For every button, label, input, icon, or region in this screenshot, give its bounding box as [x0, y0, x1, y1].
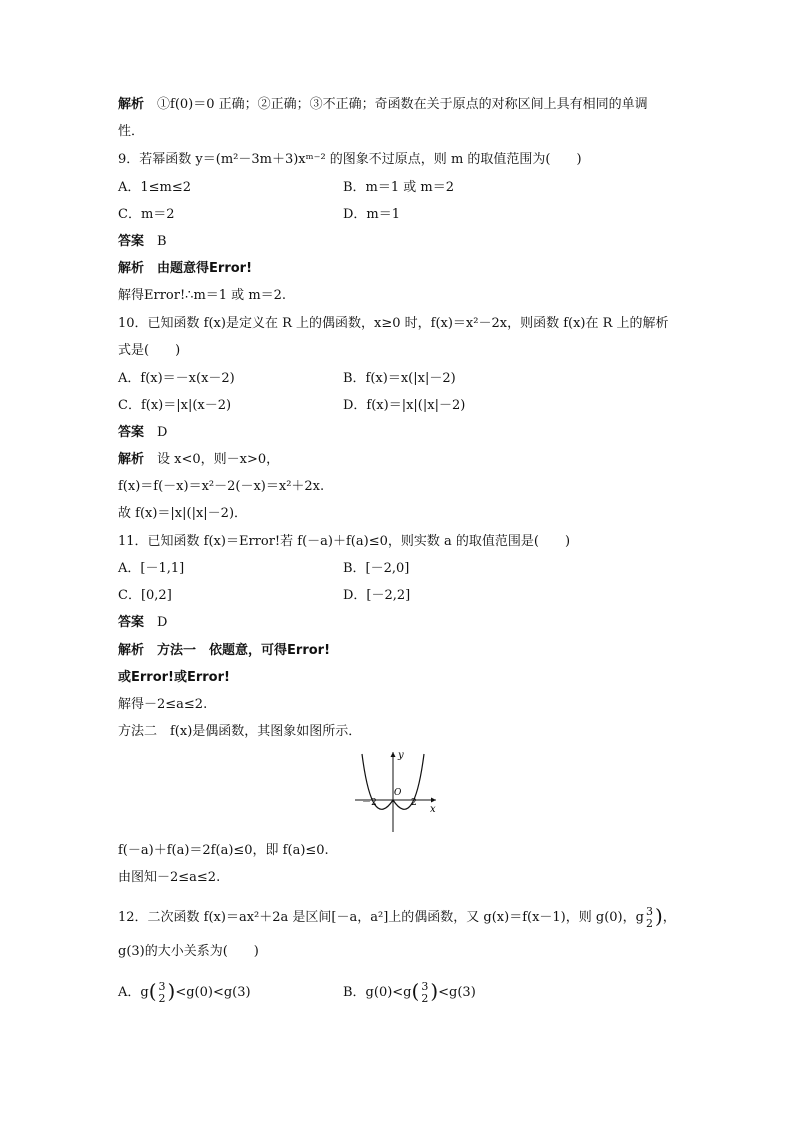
q10-option-b: B．f(x)＝x(|x|－2): [343, 371, 456, 386]
option-b-suffix: <g(3): [438, 985, 476, 1000]
q10-stem: 10．已知函数 f(x)是定义在 R 上的偶函数，x≥0 时，f(x)＝x²－2x，则函数 f(x)在 R 上的解析: [118, 316, 669, 331]
q12-stem-a: 12．二次函数 f(x)＝ax²＋2a 是区间[－a，a²]上的偶函数，又 g(x)＝f(x－1)，则 g(0)，g: [118, 910, 644, 925]
origin-label: O: [394, 788, 402, 798]
y-axis-label: y: [398, 750, 404, 761]
q12-option-a: [118, 980, 251, 1005]
analysis-label: 解析: [118, 261, 145, 276]
q12-stem-cont: g(3)的大小关系为( ): [118, 944, 259, 959]
answer-value: D: [157, 615, 168, 630]
q11-answer: [118, 614, 167, 632]
q9-option-d: D．m＝1: [343, 207, 401, 222]
fraction: [646, 906, 653, 930]
q9-answer: [118, 233, 167, 251]
answer-value: B: [157, 234, 167, 249]
right-paren: ): [167, 979, 176, 1003]
q11-option-d: D．[－2,2]: [343, 588, 411, 603]
right-tick-label: 2: [411, 798, 417, 808]
answer-value: D: [157, 425, 168, 440]
x-axis-arrow: [431, 798, 436, 803]
method1-text: 方法一 依题意，可得Error!: [157, 643, 331, 658]
x-axis-label: x: [430, 804, 436, 815]
option-a-prefix: A．g: [118, 985, 149, 1000]
frac-denominator: 2: [158, 991, 166, 1005]
q8-analysis-line: [118, 96, 648, 114]
q9-analysis: [118, 260, 252, 278]
q11-option-a: A．[－1,1]: [118, 561, 185, 576]
y-axis-arrow: [391, 752, 396, 757]
right-paren: ): [430, 979, 439, 1003]
frac-numerator: 3: [158, 979, 166, 993]
left-paren: (: [148, 979, 157, 1003]
q11-option-c: C．[0,2]: [118, 588, 172, 603]
fraction: [421, 981, 428, 1005]
frac-denominator: 2: [645, 916, 653, 930]
right-paren: ): [654, 904, 663, 928]
left-tick-label: －2: [362, 798, 377, 808]
analysis-label: 解析: [118, 452, 145, 467]
q12-stem-b: ，: [662, 910, 676, 925]
q10-option-c: C．f(x)＝|x|(x－2): [118, 398, 232, 413]
q9-option-a: A．1≤m≤2: [118, 180, 192, 195]
q9-option-c: C．m＝2: [118, 207, 175, 222]
option-a-suffix: <g(0)<g(3): [175, 985, 251, 1000]
option-b-prefix: B．g(0)<g: [343, 985, 412, 1000]
q9-stem: 9．若幂函数 y＝(m²－3m＋3)xᵐ⁻² 的图象不过原点，则 m 的取值范围为( ): [118, 152, 582, 167]
q10-option-a: A．f(x)＝－x(x－2): [118, 371, 235, 386]
q11-solve: 解得－2≤a≤2.: [118, 697, 208, 712]
q11-method2: 方法二 f(x)是偶函数，其图象如图所示．: [118, 724, 362, 739]
q11-stem: 11．已知函数 f(x)＝Error!若 f(－a)＋f(a)≤0，则实数 a 的取值范围是( ): [118, 534, 571, 549]
answer-label: 答案: [118, 425, 145, 440]
q12-option-b: [343, 980, 476, 1005]
q12-stem: [118, 905, 676, 930]
q10-answer: [118, 424, 167, 442]
q11-or-line: 或Error!或Error!: [118, 670, 230, 685]
even-function-graph: [350, 748, 440, 834]
analysis-label: 解析: [118, 643, 145, 658]
analysis-text: 由题意得Error!: [157, 261, 253, 276]
answer-label: 答案: [118, 615, 145, 630]
analysis-label: 解析: [118, 97, 145, 112]
q9-solve: 解得Error!∴m＝1 或 m＝2.: [118, 288, 287, 303]
q10-analysis: [118, 451, 279, 469]
q10-option-d: D．f(x)＝|x|(|x|－2): [343, 398, 466, 413]
q11-after2: 由图知－2≤a≤2.: [118, 870, 221, 885]
q10-step2: 故 f(x)＝|x|(|x|－2)．: [118, 506, 248, 521]
q11-option-b: B．[－2,0]: [343, 561, 410, 576]
frac-denominator: 2: [421, 991, 429, 1005]
q10-stem-cont: 式是( ): [118, 343, 181, 358]
q9-option-b: B．m＝1 或 m＝2: [343, 180, 455, 195]
analysis-text: ①f(0)＝0 正确；②正确；③不正确；奇函数在关于原点的对称区间上具有相同的单调: [157, 97, 648, 112]
frac-numerator: 3: [645, 904, 653, 918]
q10-step1: f(x)＝f(－x)＝x²－2(－x)＝x²＋2x.: [118, 479, 325, 494]
fraction: [159, 981, 166, 1005]
frac-numerator: 3: [421, 979, 429, 993]
q11-after1: f(－a)＋f(a)＝2f(a)≤0，即 f(a)≤0.: [118, 843, 329, 858]
q11-analysis: [118, 642, 330, 660]
left-paren: (: [411, 979, 420, 1003]
analysis-text: 设 x<0，则－x>0，: [157, 452, 280, 467]
answer-label: 答案: [118, 234, 145, 249]
q8-analysis-cont: 性．: [118, 124, 145, 139]
